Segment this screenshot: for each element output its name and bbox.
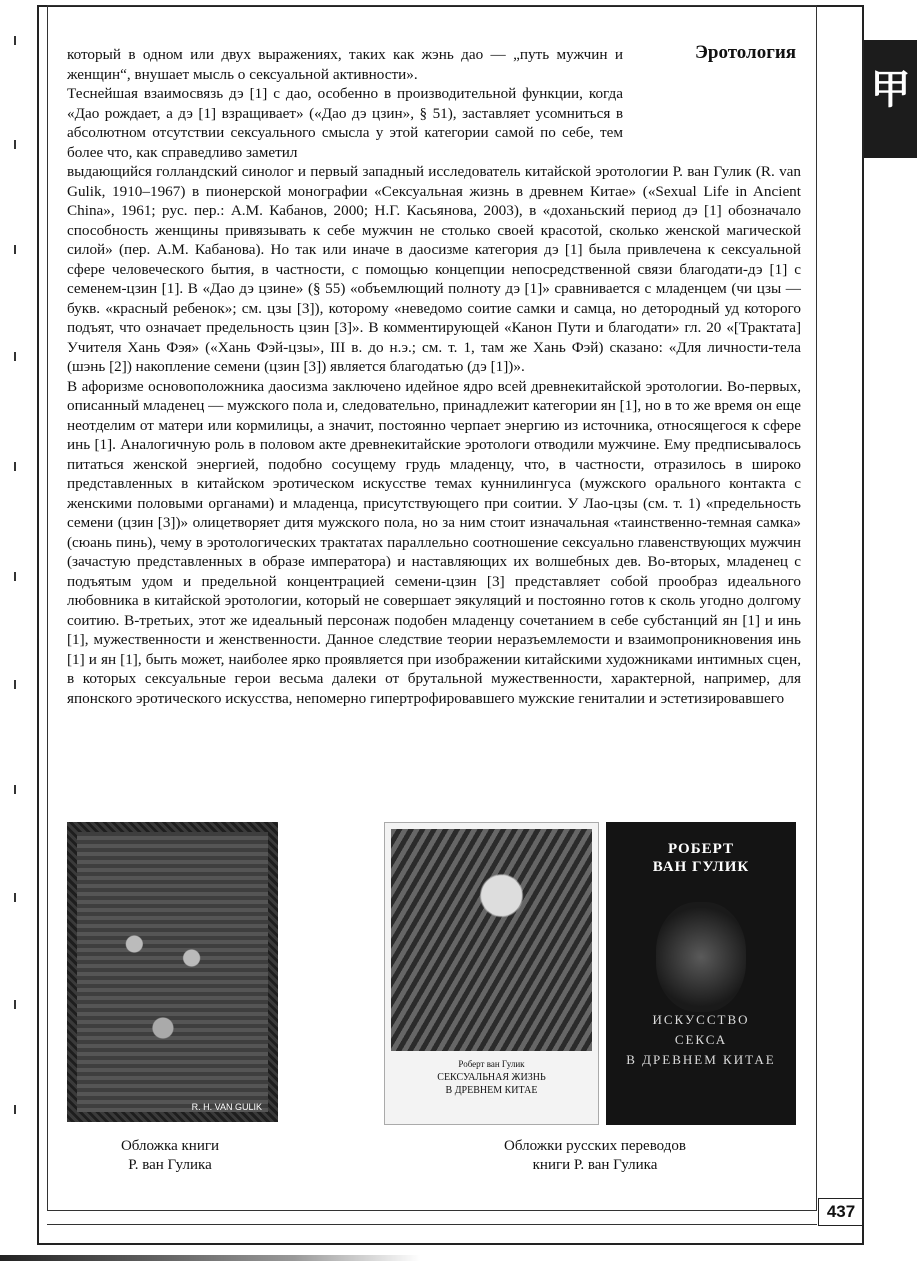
article-body bbox=[67, 45, 801, 708]
chapter-thumb-tab bbox=[864, 40, 917, 158]
scan-artifact bbox=[0, 1255, 420, 1261]
cover-author-line-1: РОБЕРТ bbox=[667, 841, 734, 857]
chapter-glyph-icon: 甲 bbox=[870, 67, 911, 112]
cover-title-line-3: В ДРЕВНЕМ КИТАЕ bbox=[626, 1052, 776, 1067]
cover-title-line-1: ИСКУССТВО bbox=[652, 1012, 750, 1027]
figure-caption-right bbox=[450, 1137, 740, 1175]
cover-author-line-2: ВАН ГУЛИК bbox=[652, 859, 750, 875]
figure-russian-cover-1 bbox=[384, 822, 599, 1125]
cover-mask-image bbox=[656, 902, 746, 1012]
footer-rule bbox=[47, 1224, 817, 1225]
caption-line: книги Р. ван Гулика bbox=[532, 1157, 658, 1173]
section-title: Эротология bbox=[695, 42, 797, 63]
cover-illustration bbox=[391, 829, 592, 1051]
figure-original-cover bbox=[67, 822, 278, 1122]
cover-author: Роберт ван Гулик bbox=[458, 1059, 525, 1069]
caption-line: Обложка книги bbox=[120, 1138, 220, 1154]
paragraph-2: В афоризме основоположника даосизма заключено идейное ядро всей древнекитайской эротологии. Во-первых, описанный младенец — мужского пола и, следовательно, принадлежит категории ян [1], но в то же время он еще неотделим от матери или кормилицы, а значит, постоянно черпает энергию из источника, относящегося к сфере инь [1]. Аналогичную роль в половом акте древнекитайские эротологи отводили мужчине. Ему предписывалось питаться женской энергией, подобно сосущему грудь младенцу, что, в частности, отразилось в широко представленных в китайском эротическом искусстве темах куннилингуса (мужского орального контакта с женскими половыми органами) и младенца, присутствующего при соитии. У Лао-цзы (см. т. 1) «предельность семени (цзин [3])» олицетворяет дитя мужского пола, но за ним стоит изначальная «таинственно-темная самка» (сюань пинь), чему в эротологических трактатах параллельно соотношение сексуально главенствующих мужчин (зачастую представленных в образе императора) и наставляющих их волшебных дев. Во-вторых, младенец с подъятым удом и предельной концентрацией семени-цзин [3] представляет собой прообраз идеального любовника в китайской эротологии, который не совершает эякуляций и постоянно готов к сколь угодно долгому соитию. В-третьих, этот же идеальный персонаж подобен младенцу сочетанием в себе субстанций ян [1] и инь [1], мужественности и женственности. Данное следствие теории неразъемлемости и взаимопроникновения инь [1] и ян [1], быть может, наиболее ярко проявляется при изображении китайскими художниками интимных сцен, в которых сексуальные герои весьма далеки от брутальной мужественности, характерной, например, для японского эротического искусства, непомерно гипертрофировавшего мужские гениталии и эстетизировавшего bbox=[67, 377, 801, 707]
paragraph-intro: который в одном или двух выражениях, таких как жэнь дао — „путь мужчин и женщин“, внушает мысль о сексуальной активности». bbox=[67, 46, 623, 83]
cover-illustration bbox=[77, 832, 268, 1112]
figure-caption-left bbox=[85, 1137, 255, 1175]
caption-line: Р. ван Гулика bbox=[128, 1157, 212, 1173]
cover-title-line-2: В ДРЕВНЕМ КИТАЕ bbox=[445, 1085, 538, 1096]
cover-signature: R. H. VAN GULIK bbox=[191, 1102, 262, 1112]
cover-title-line-2: СЕКСА bbox=[674, 1032, 728, 1047]
cover-title-line-1: СЕКСУАЛЬНАЯ ЖИЗНЬ bbox=[437, 1072, 546, 1083]
paragraph-1-lead: Теснейшая взаимосвязь дэ [1] с дао, особенно в производительной функции, когда «Дао рождает, а дэ [1] взращивает» («Дао дэ цзин», § 51), заставляет усомниться в абсолютном отсутствии сексуального смысла у этой категории самой по себе, тем более что, как справедливо заметил bbox=[67, 85, 623, 161]
caption-line: Обложки русских переводов bbox=[504, 1138, 686, 1154]
figure-russian-cover-2 bbox=[606, 822, 796, 1125]
paragraph-1-rest: выдающийся голландский синолог и первый западный исследователь китайской эротологии Р. ван Гулик (R. van Gulik, 1910–1967) в пионерской монографии «Сексуальная жизнь в древнем Китае» («Sexual Life in Ancient China», 1961; рус. пер.: А.М. Кабанов, 2000; Н.Г. Касьянова, 2003), в «доханьский период дэ [1] обозначало способность женщины привязывать к себе мужчин не столько своей красотой, сколько женской магической силой» (пер. А.М. Кабанова). Но так или иначе в даосизме категория дэ [1] была привлечена к сексуальной сфере человеческого бытия, в частности, с помощью концепции непосредственной связи благодати-дэ [1] с семенем-цзин [1]. В «Дао дэ цзине» (§ 55) «объемлющий полноту дэ [1]» сравнивается с младенцем (чи цзы — букв. «красный ребенок»; см. цзы [3]), которому «неведомо соитие самки и самца, но детородный уд которого подъят, что означает предельность цзин [3]». В комментирующей «Канон Пути и благодати» гл. 20 «[Трактата] Учителя Хань Фэя» («Хань Фэй-цзы», III в. до н.э.; см. т. 1, там же Хань Фэй) сказано: «Для личности-тела (шэнь [2]) накопление семени (цзин [3]) является благодатью (дэ [1])». bbox=[67, 163, 801, 375]
page-number: 437 bbox=[818, 1198, 864, 1226]
